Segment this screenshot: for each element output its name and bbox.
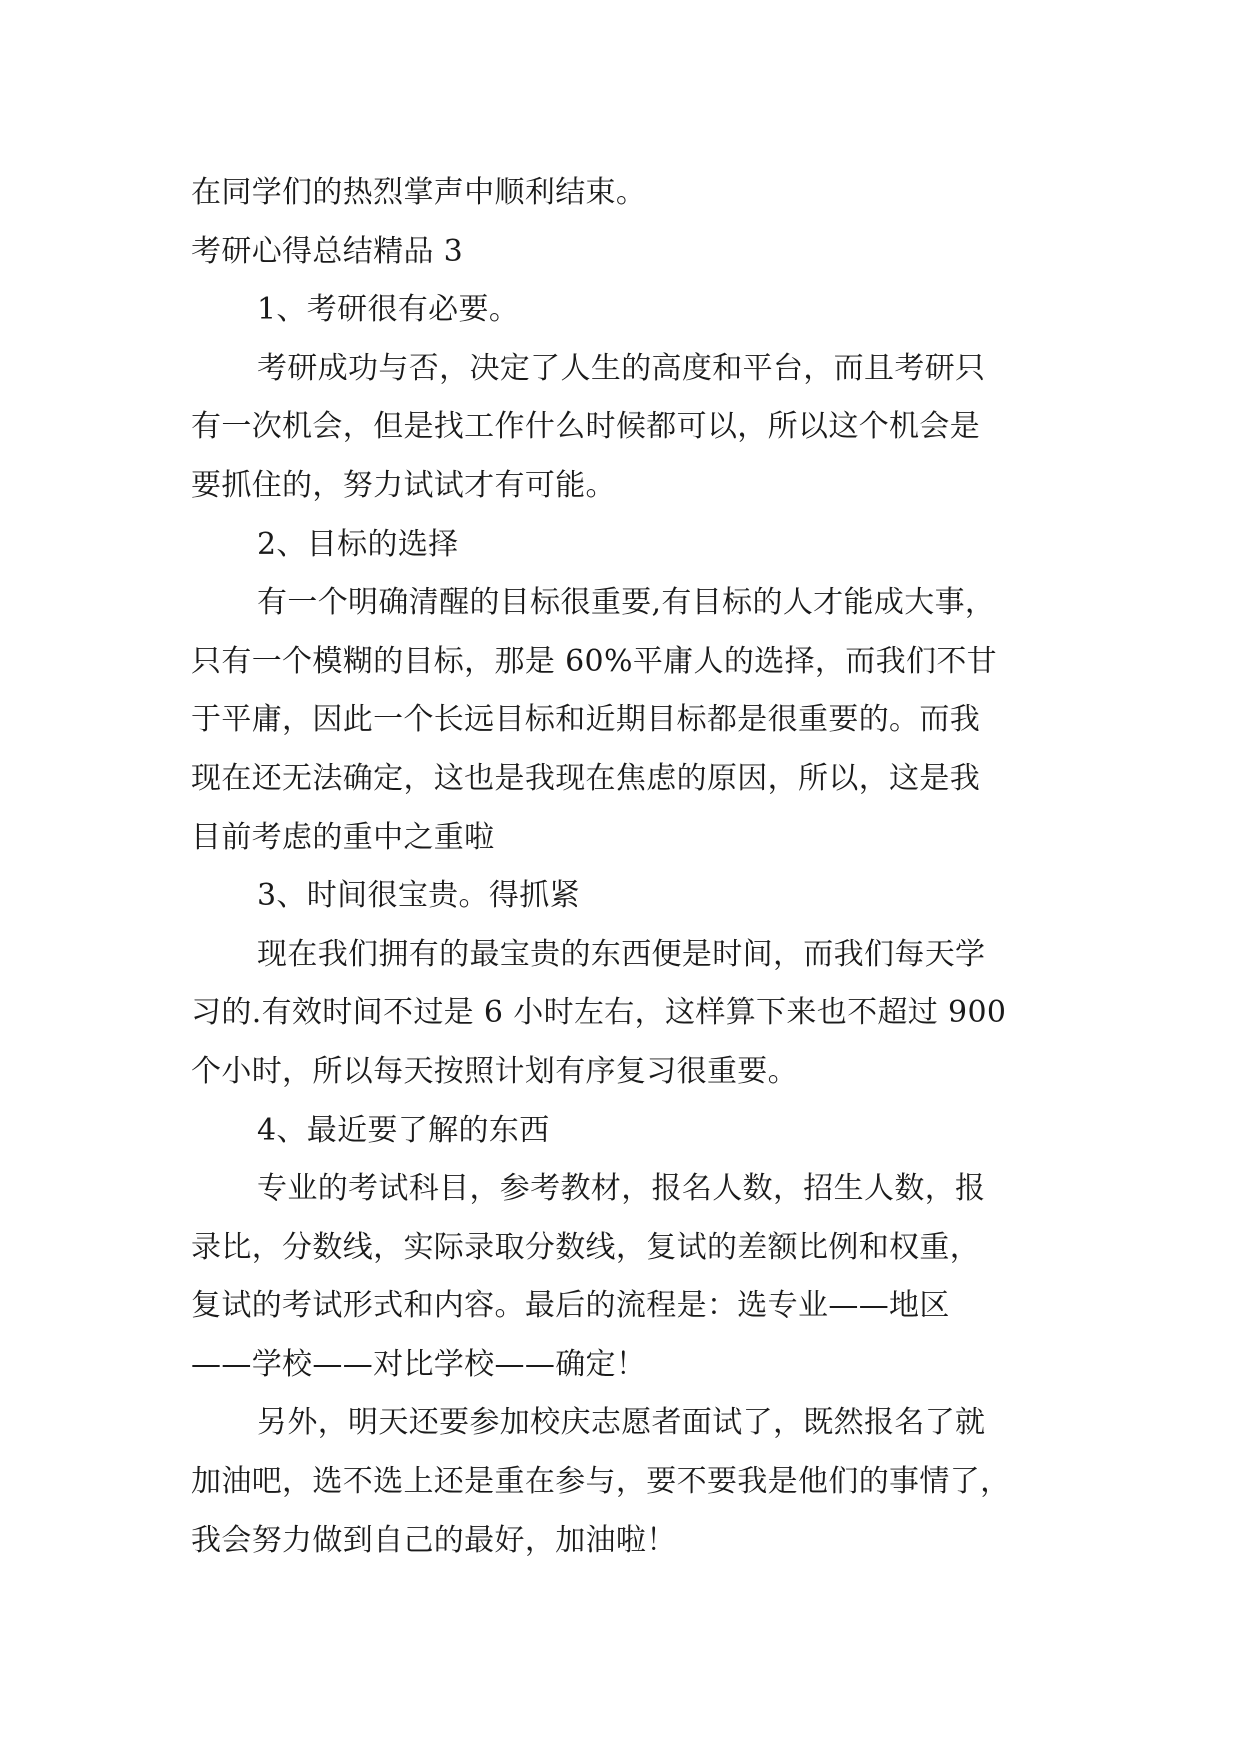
paragraph-line: 加油吧，选不选上还是重在参与，要不要我是他们的事情了， xyxy=(191,1464,1011,1500)
paragraph-line: 现在我们拥有的最宝贵的东西便是时间，而我们每天学 xyxy=(257,936,986,972)
document-body xyxy=(191,164,1051,1570)
paragraph-line: 于平庸，因此一个长远目标和近期目标都是很重要的。而我 xyxy=(191,702,981,738)
body-line: 在同学们的热烈掌声中顺利结束。 xyxy=(191,175,647,210)
paragraph-line: 考研成功与否，决定了人生的高度和平台，而且考研只 xyxy=(257,350,986,386)
paragraph-line: 录比，分数线，实际录取分数线，复试的差额比例和权重， xyxy=(191,1229,981,1265)
paragraph-line: 现在还无法确定，这也是我现在焦虑的原因，所以，这是我 xyxy=(191,760,981,796)
paragraph-line: 专业的考试科目，参考教材，报名人数，招生人数，报 xyxy=(257,1171,986,1207)
paragraph-line: 我会努力做到自己的最好，加油啦！ xyxy=(191,1522,677,1558)
paragraph-line: 只有一个模糊的目标，那是 60%平庸人的选择，而我们不甘 xyxy=(191,643,998,679)
numbered-heading: 2、目标的选择 xyxy=(257,526,459,562)
paragraph-line: 有一个明确清醒的目标很重要,有目标的人才能成大事， xyxy=(257,585,996,621)
numbered-heading: 3、时间很宝贵。得抓紧 xyxy=(257,878,580,914)
paragraph-line: 习的.有效时间不过是 6 小时左右，这样算下来也不超过 900 xyxy=(191,995,1007,1031)
numbered-heading: 1、考研很有必要。 xyxy=(257,292,520,328)
paragraph-line: 复试的考试形式和内容。最后的流程是：选专业——地区 xyxy=(191,1288,950,1324)
paragraph-line: 目前考虑的重中之重啦 xyxy=(191,819,495,855)
paragraph-line: 要抓住的，努力试试才有可能。 xyxy=(191,467,616,503)
paragraph-line: 另外，明天还要参加校庆志愿者面试了，既然报名了就 xyxy=(257,1405,986,1441)
paragraph-line: 有一次机会，但是找工作什么时候都可以，所以这个机会是 xyxy=(191,409,981,445)
section-title: 考研心得总结精品 3 xyxy=(191,233,464,269)
paragraph-line: ——学校——对比学校——确定！ xyxy=(191,1346,647,1382)
paragraph-line: 个小时，所以每天按照计划有序复习很重要。 xyxy=(191,1053,798,1089)
numbered-heading: 4、最近要了解的东西 xyxy=(257,1112,550,1148)
